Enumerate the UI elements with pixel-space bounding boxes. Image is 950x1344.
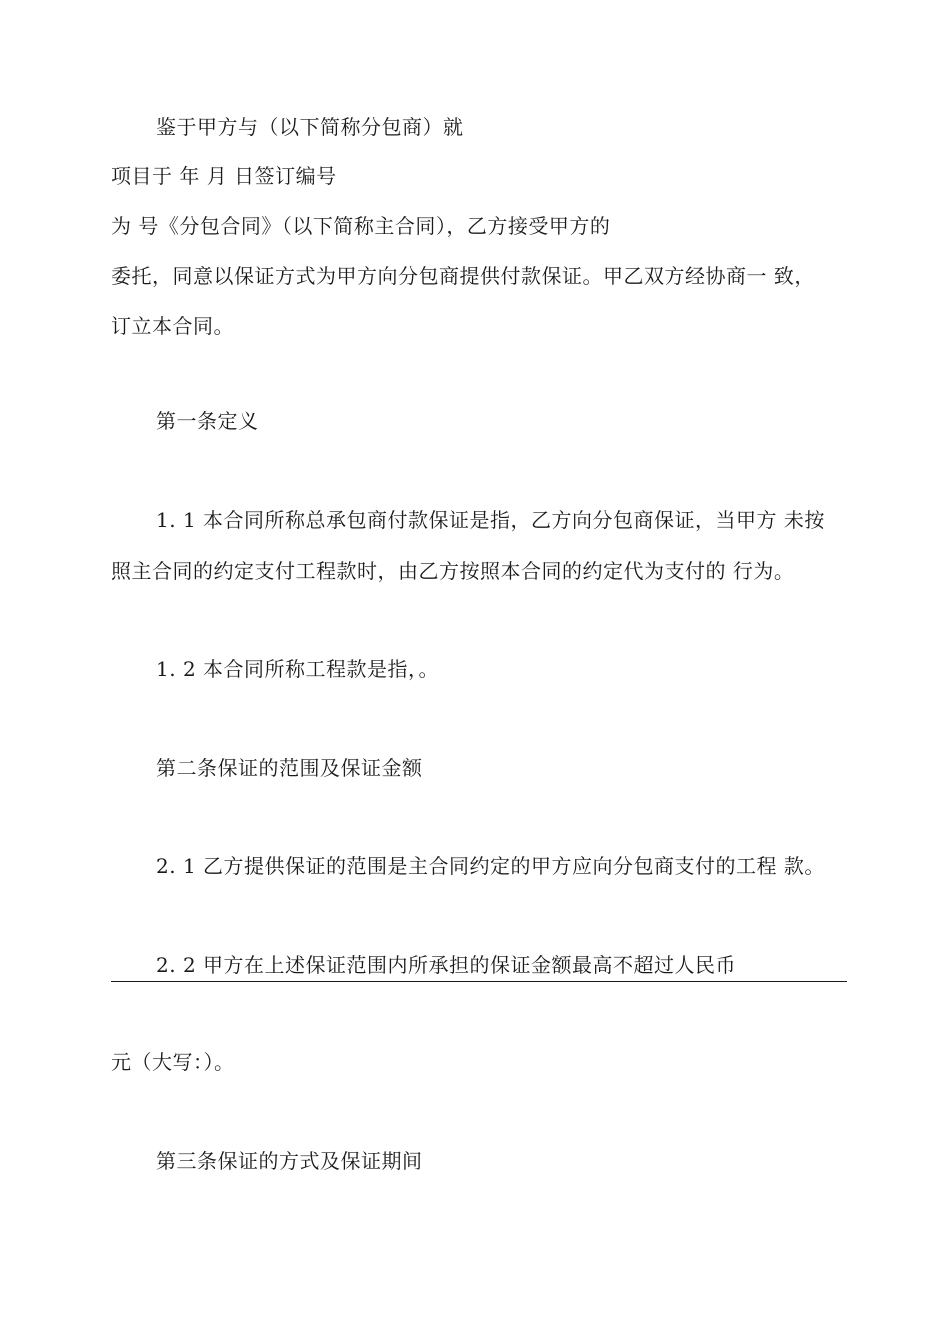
intro-line-2: 项目于 年 月 日签订编号 xyxy=(111,164,337,188)
clause-1-1-line-2: 照主合同的约定支付工程款时，由乙方按照本合同的约定代为支付的 行为。 xyxy=(111,559,795,583)
clause-1-2: 1. 2 本合同所称工程款是指，。 xyxy=(156,657,440,681)
intro-line-4: 委托，同意以保证方式为甲方向分包商提供付款保证。甲乙双方经协商一 致， xyxy=(111,264,815,288)
clause-2-2-continuation: 元（大写：）。 xyxy=(111,1050,235,1074)
clause-2-2: 2. 2 甲方在上述保证范围内所承担的保证金额最高不超过人民币 xyxy=(156,953,737,977)
article-2-heading: 第二条保证的范围及保证金额 xyxy=(156,756,423,780)
intro-line-3: 为 号《分包合同》（以下简称主合同），乙方接受甲方的 xyxy=(111,214,611,238)
clause-1-1-line-1: 1. 1 本合同所称总承包商付款保证是指，乙方向分包商保证，当甲方 未按 xyxy=(156,508,825,532)
intro-line-5: 订立本合同。 xyxy=(111,314,234,338)
article-1-heading: 第一条定义 xyxy=(156,409,259,433)
blank-underline xyxy=(111,981,847,982)
article-3-heading: 第三条保证的方式及保证期间 xyxy=(156,1149,423,1173)
clause-2-1: 2. 1 乙方提供保证的范围是主合同约定的甲方应向分包商支付的工程 款。 xyxy=(156,854,825,878)
intro-line-1: 鉴于甲方与（以下简称分包商）就 xyxy=(156,115,464,139)
